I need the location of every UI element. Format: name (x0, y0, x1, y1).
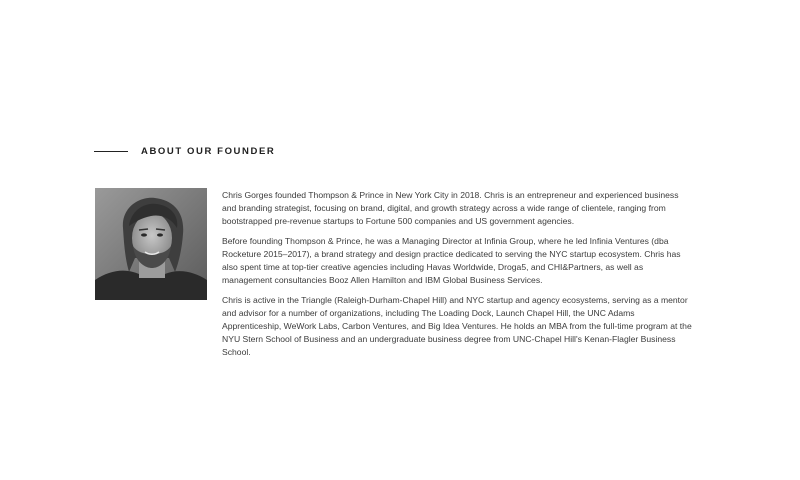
section-header (94, 144, 275, 158)
section-title: ABOUT OUR FOUNDER (141, 145, 276, 157)
bio-paragraph: Chris is active in the Triangle (Raleigh-Durham-Chapel Hill) and NYC startup and agency ecosystems, serving as a mentor and advisor for a number of organizations, including The Loading Dock, Launch Chapel Hill, the UNC Adams Apprenticeship, WeWork Labs, Carbon Ventures, and Big Idea Ventures. He holds an MBA from the full-time program at the NYU Stern School of Business and an undergraduate business degree from UNC-Chapel Hill's Kenan-Flagler Business School. (222, 295, 692, 357)
founder-bio (222, 189, 692, 366)
founder-photo (95, 188, 207, 300)
header-divider (94, 151, 128, 152)
bio-paragraph: Chris Gorges founded Thompson & Prince in New York City in 2018. Chris is an entrepreneur and experienced business and branding strategist, focusing on brand, digital, and growth strategy across a wide range of clientele, ranging from bootstrapped pre-revenue startups to Fortune 500 companies and US government agencies. (222, 190, 679, 226)
bio-paragraph: Before founding Thompson & Prince, he was a Managing Director at Infinia Group, where he led Infinia Ventures (dba Rocketure 2015–2017), a brand strategy and design practice dedicated to serving the NYC startup ecosystem. Chris has also spent time at top-tier creative agencies including Havas Worldwide, Droga5, and CHI&Partners, as well as management consultancies Booz Allen Hamilton and IBM Global Business Services. (222, 236, 681, 285)
